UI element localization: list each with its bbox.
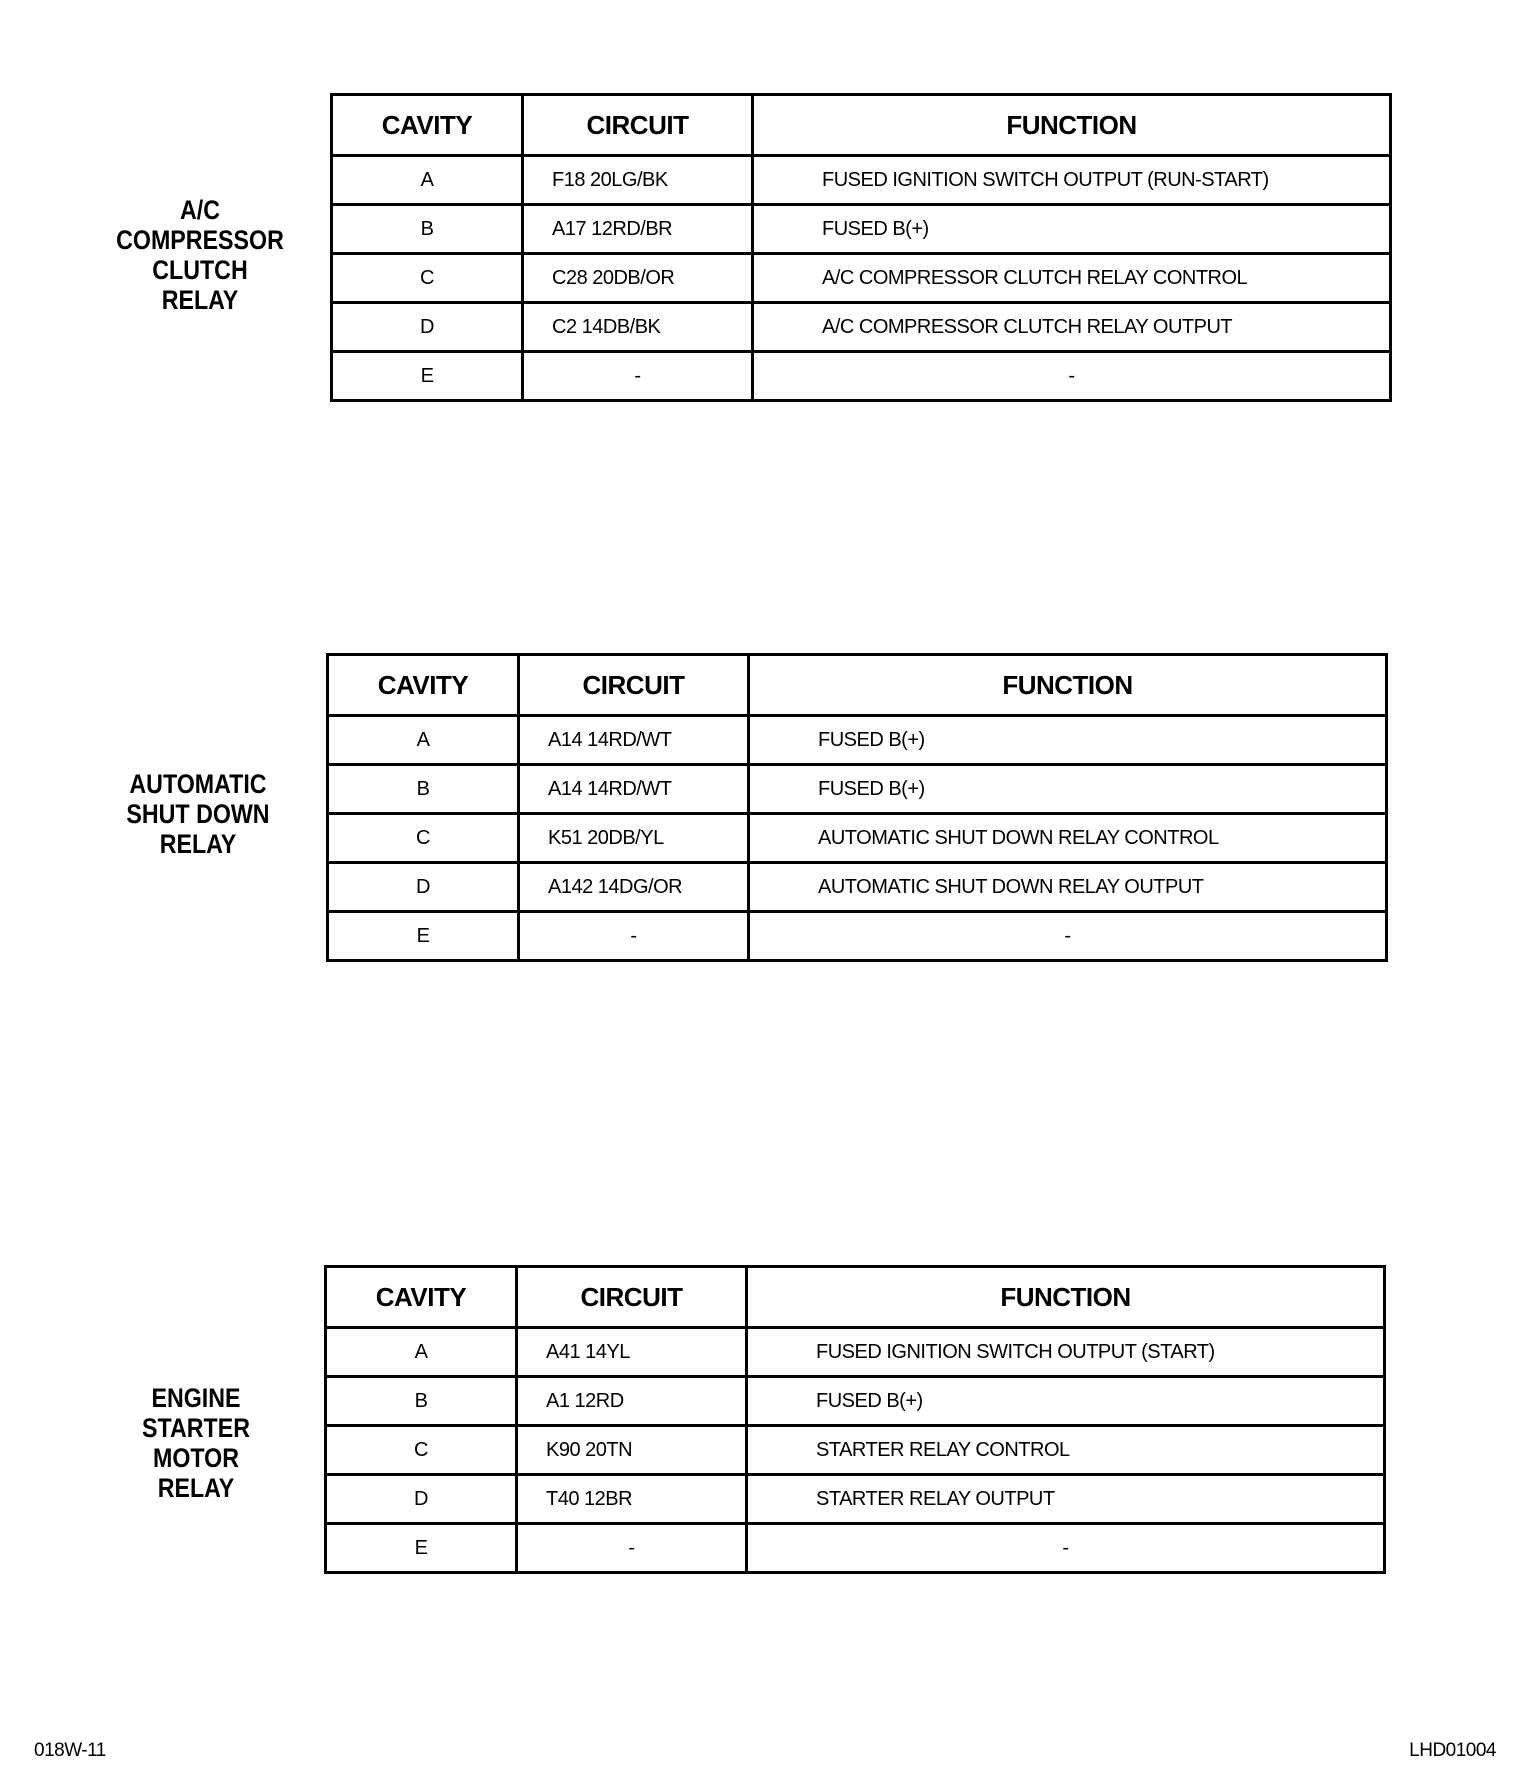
column-header-cavity: CAVITY <box>326 1267 517 1328</box>
cavity-cell: C <box>328 814 519 863</box>
cavity-cell: B <box>328 765 519 814</box>
circuit-cell: A41 14YL <box>517 1328 747 1377</box>
connector-pin-table <box>330 93 1392 402</box>
cavity-cell: B <box>332 205 523 254</box>
cavity-cell: A <box>332 156 523 205</box>
table-row <box>328 863 1387 912</box>
function-cell: FUSED B(+) <box>749 716 1387 765</box>
cavity-cell: E <box>326 1524 517 1573</box>
table-row <box>326 1524 1385 1573</box>
relay-label: A/C COMPRESSOR CLUTCH RELAY <box>116 195 284 315</box>
circuit-cell: F18 20LG/BK <box>523 156 753 205</box>
circuit-cell: T40 12BR <box>517 1475 747 1524</box>
column-header-function: FUNCTION <box>753 95 1391 156</box>
cavity-cell: A <box>328 716 519 765</box>
function-cell: FUSED B(+) <box>747 1377 1385 1426</box>
table-row <box>328 814 1387 863</box>
function-cell: FUSED B(+) <box>749 765 1387 814</box>
table-row <box>328 765 1387 814</box>
circuit-cell: K90 20TN <box>517 1426 747 1475</box>
cavity-cell: A <box>326 1328 517 1377</box>
function-cell: STARTER RELAY OUTPUT <box>747 1475 1385 1524</box>
figure-code-right: LHD01004 <box>1409 1740 1496 1761</box>
cavity-cell: E <box>332 352 523 401</box>
function-cell: FUSED B(+) <box>753 205 1391 254</box>
table-row <box>326 1328 1385 1377</box>
table-row <box>328 912 1387 961</box>
figure-code-left: 018W-11 <box>34 1740 106 1761</box>
function-cell: A/C COMPRESSOR CLUTCH RELAY CONTROL <box>753 254 1391 303</box>
cavity-cell: B <box>326 1377 517 1426</box>
function-cell: STARTER RELAY CONTROL <box>747 1426 1385 1475</box>
column-header-cavity: CAVITY <box>332 95 523 156</box>
relay-label: AUTOMATIC SHUT DOWN RELAY <box>126 769 270 859</box>
function-cell: AUTOMATIC SHUT DOWN RELAY OUTPUT <box>749 863 1387 912</box>
table-row <box>332 254 1391 303</box>
table-row <box>326 1377 1385 1426</box>
table-header-row <box>326 1267 1385 1328</box>
cavity-cell: D <box>332 303 523 352</box>
circuit-cell: - <box>517 1524 747 1573</box>
circuit-cell: - <box>523 352 753 401</box>
function-cell: FUSED IGNITION SWITCH OUTPUT (RUN-START) <box>753 156 1391 205</box>
column-header-function: FUNCTION <box>749 655 1387 716</box>
circuit-cell: A14 14RD/WT <box>519 765 749 814</box>
relay-label: ENGINE STARTER MOTOR RELAY <box>142 1383 250 1503</box>
circuit-cell: A1 12RD <box>517 1377 747 1426</box>
function-cell: - <box>749 912 1387 961</box>
table-row <box>326 1475 1385 1524</box>
table-row <box>332 156 1391 205</box>
table-row <box>332 352 1391 401</box>
circuit-cell: A14 14RD/WT <box>519 716 749 765</box>
column-header-function: FUNCTION <box>747 1267 1385 1328</box>
function-cell: AUTOMATIC SHUT DOWN RELAY CONTROL <box>749 814 1387 863</box>
cavity-cell: D <box>326 1475 517 1524</box>
table-row <box>332 205 1391 254</box>
circuit-cell: C2 14DB/BK <box>523 303 753 352</box>
circuit-cell: K51 20DB/YL <box>519 814 749 863</box>
circuit-cell: A17 12RD/BR <box>523 205 753 254</box>
table-row <box>328 716 1387 765</box>
table-row <box>332 303 1391 352</box>
circuit-cell: C28 20DB/OR <box>523 254 753 303</box>
circuit-cell: A142 14DG/OR <box>519 863 749 912</box>
table-row <box>326 1426 1385 1475</box>
cavity-cell: C <box>326 1426 517 1475</box>
function-cell: - <box>753 352 1391 401</box>
circuit-cell: - <box>519 912 749 961</box>
connector-pin-table <box>326 653 1388 962</box>
function-cell: A/C COMPRESSOR CLUTCH RELAY OUTPUT <box>753 303 1391 352</box>
table-header-row <box>332 95 1391 156</box>
connector-pin-table <box>324 1265 1386 1574</box>
function-cell: - <box>747 1524 1385 1573</box>
table-header-row <box>328 655 1387 716</box>
column-header-circuit: CIRCUIT <box>519 655 749 716</box>
column-header-circuit: CIRCUIT <box>517 1267 747 1328</box>
cavity-cell: C <box>332 254 523 303</box>
cavity-cell: E <box>328 912 519 961</box>
function-cell: FUSED IGNITION SWITCH OUTPUT (START) <box>747 1328 1385 1377</box>
cavity-cell: D <box>328 863 519 912</box>
column-header-cavity: CAVITY <box>328 655 519 716</box>
column-header-circuit: CIRCUIT <box>523 95 753 156</box>
